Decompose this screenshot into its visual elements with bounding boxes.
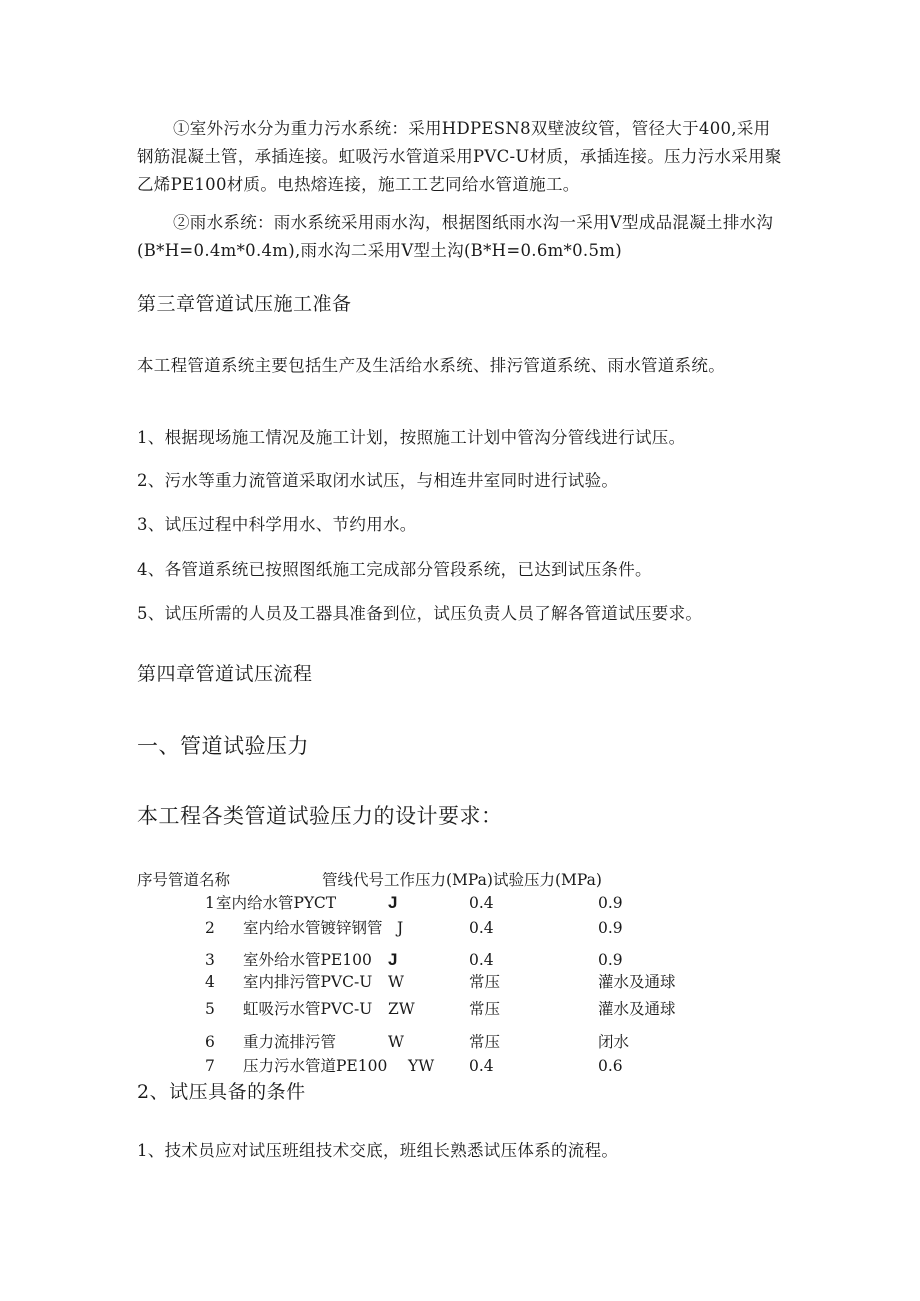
row-number: 2 — [205, 919, 215, 937]
work-pressure: 0.4 — [469, 1057, 494, 1075]
table-row — [0, 917, 920, 939]
test-pressure: 闭水 — [598, 1033, 630, 1051]
work-pressure: 0.4 — [469, 894, 494, 912]
pipe-name: 室内给水管PYCT — [216, 894, 337, 912]
table-row — [0, 998, 920, 1020]
pipe-name: 室内排污管PVC-U — [243, 973, 373, 991]
work-pressure: 常压 — [469, 1033, 501, 1051]
table-row — [0, 949, 920, 971]
design-requirements-text: 本工程各类管道试验压力的设计要求： — [137, 804, 503, 828]
prep-item-3: 3、试压过程中科学用水、节约用水。 — [137, 515, 417, 534]
prep-item-1: 1、根据现场施工情况及施工计划，按照施工计划中管沟分管线进行试压。 — [137, 428, 686, 447]
row-number: 5 — [205, 1000, 215, 1018]
test-pressure: 0.6 — [598, 1057, 623, 1075]
section-test-conditions-title: 2、试压具备的条件 — [137, 1081, 306, 1103]
test-pressure: 0.9 — [598, 951, 623, 969]
test-pressure: 0.9 — [598, 919, 623, 937]
work-pressure: 0.4 — [469, 919, 494, 937]
chapter-4-title: 第四章管道试压流程 — [137, 663, 313, 685]
chapter-3-title: 第三章管道试压施工准备 — [137, 293, 352, 315]
paragraph-rainwater-system: ②雨水系统：雨水系统采用雨水沟，根据图纸雨水沟一采用V型成品混凝土排水沟(B*H=0.4m*0.4m),雨水沟二采用V型土沟(B*H=0.6m*0.5m) — [137, 213, 774, 260]
pipe-code: YW — [408, 1057, 435, 1075]
pipe-name: 室外给水管PE100 — [243, 951, 372, 969]
work-pressure: 常压 — [469, 973, 501, 991]
row-number: 3 — [205, 951, 215, 969]
prep-item-2: 2、污水等重力流管道采取闭水试压，与相连井室同时进行试验。 — [137, 471, 619, 490]
pipe-code: J — [397, 919, 404, 937]
test-pressure: 灌水及通球 — [598, 973, 676, 991]
row-number: 1 — [205, 894, 215, 912]
prep-item-4: 4、各管道系统已按照图纸施工完成部分管段系统，已达到试压条件。 — [137, 560, 652, 579]
condition-item-1: 1、技术员应对试压班组技术交底，班组长熟悉试压体系的流程。 — [137, 1141, 619, 1160]
row-number: 6 — [205, 1033, 215, 1051]
work-pressure: 常压 — [469, 1000, 501, 1018]
test-pressure: 灌水及通球 — [598, 1000, 676, 1018]
pipe-code: ZW — [388, 1000, 415, 1018]
pipe-code: J — [388, 950, 398, 969]
work-pressure: 0.4 — [469, 951, 494, 969]
paragraph-sewage-system: ①室外污水分为重力污水系统：采用HDPESN8双壁波纹管，管径大于400,采用钢筋混凝土管，承插连接。虹吸污水管道采用PVC-U材质，承插连接。压力污水采用聚乙烯PE100材质。电热熔连接，施工工艺同给水管道施工。 — [137, 119, 782, 194]
header-number-name: 序号管道名称 — [137, 871, 231, 889]
pipe-code: J — [388, 893, 398, 912]
table-row — [0, 971, 920, 993]
pipe-name: 虹吸污水管PVC-U — [243, 1000, 373, 1018]
pipe-code: W — [388, 973, 404, 991]
row-number: 7 — [205, 1057, 215, 1075]
test-pressure: 0.9 — [598, 894, 623, 912]
pipe-name: 室内给水管镀锌钢管 — [243, 919, 383, 937]
header-code-pressures: 管线代号工作压力(MPa)试验压力(MPa) — [322, 871, 602, 889]
section-test-pressure-title: 一、管道试验压力 — [137, 734, 309, 758]
chapter-3-intro: 本工程管道系统主要包括生产及生活给水系统、排污管道系统、雨水管道系统。 — [137, 356, 725, 375]
table-row — [0, 892, 920, 914]
table-row — [0, 1031, 920, 1053]
row-number: 4 — [205, 973, 215, 991]
table-row — [0, 1055, 920, 1077]
prep-item-5: 5、试压所需的人员及工器具准备到位，试压负责人员了解各管道试压要求。 — [137, 604, 703, 623]
pipe-name: 重力流排污管 — [243, 1033, 337, 1051]
pipe-code: W — [388, 1033, 404, 1051]
pipe-name: 压力污水管道PE100 — [243, 1057, 388, 1075]
